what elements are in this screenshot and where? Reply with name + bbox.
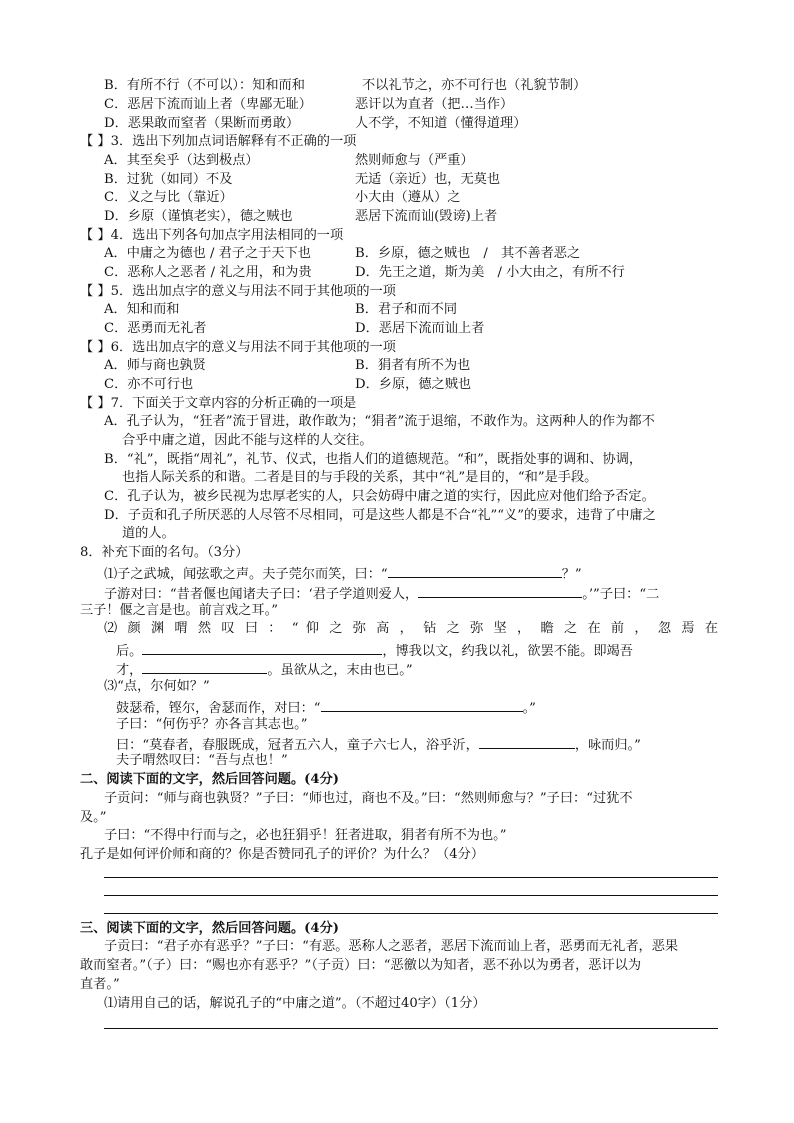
- section-2-text-line1: 子贡问：“师与商也孰贤？”子曰：“师也过，商也不及。”曰：“然则师愈与？”子曰：“过犹不: [104, 791, 633, 806]
- q3-option-c-right: 小大由（遵从）之: [355, 190, 461, 205]
- q8-p3-text: 鼓瑟希，铿尔，舍瑟而作，对曰：“: [116, 701, 321, 716]
- section-2-title: 二、阅读下面的文字，然后回答问题。(4分): [80, 772, 340, 787]
- q4-option-row: [104, 264, 625, 282]
- section-3-text-line1: 子贡曰：“君子亦有恶乎？”子曰：“有恶。恶称人之恶者，恶居下流而讪上者，恶勇而无礼者，恶果: [104, 939, 679, 954]
- q3-option-a-right: 然则师愈与（严重）: [355, 153, 474, 168]
- q7-option-b-line2: 也指人际关系的和谐。二者是目的与手段的关系，其中“礼”是目的，“和”是手段。: [122, 470, 598, 485]
- q8-p3-text: 曰：“莫春者，春服既成，冠者五六人，童子六七人，浴乎沂，: [116, 738, 479, 753]
- q3-option-d-right: 恶居下流而讪(毁谤)上者: [355, 209, 498, 224]
- q7-option-c-line1: C．孔子认为，被乡民视为忠厚老实的人，只会妨碍中庸之道的实行，因此应对他们给予否定。: [104, 489, 655, 504]
- q2-option-b-left: B．有所不行（不可以）：知和而和: [104, 78, 305, 93]
- q2-option-b: [104, 77, 587, 95]
- q3-option-row: [104, 208, 498, 226]
- answer-line[interactable]: [104, 895, 718, 896]
- q8-p3-line1: ⑶“点，尔何如？”: [104, 679, 210, 694]
- q8-p2-text-end: 。虽欲从之，末由也已。”: [267, 663, 413, 678]
- q3-option-a-left: A．其至矣乎（达到极点）: [104, 153, 259, 168]
- q3-option-row: [104, 189, 461, 207]
- q5-option-a: A．知和而和: [104, 302, 180, 317]
- q7-option-b-line1: B．“礼”，既指“周礼”，礼节、仪式，也指人们的道德规范。“和”，既指处事的调和、协调，: [104, 452, 643, 467]
- section-3-text-line2: 敢而窒者。”（子）曰：“赐也亦有恶乎？”（子贡）曰：“恶徼以为知者，恶不孙以为勇者，恶讦以为: [80, 958, 642, 973]
- q4-stem: 【 】4．选出下列各句加点字用法相同的一项: [80, 228, 344, 243]
- q3-stem: 【 】3．选出下列加点词语解释有不正确的一项: [80, 134, 357, 149]
- q5-option-row: [104, 320, 485, 338]
- q8-p2-line3: [116, 659, 413, 680]
- section-3-title: 三、阅读下面的文字，然后回答问题。(4分): [80, 921, 340, 936]
- section-3-question: ⑴请用自己的话，解说孔子的“中庸之道”。（不超过40字）（1分）: [104, 996, 486, 1011]
- q2-option-c-left: C．恶居下流而讪上者（卑鄙无耻）: [104, 97, 312, 112]
- q8-p1-text: ⑴子之武城，闻弦歌之声。夫子莞尔而笑，曰：“: [104, 567, 388, 582]
- q4-option-d: D．先王之道，斯为美 / 小大由之，有所不行: [355, 265, 625, 280]
- q8-p1-text-end: 。’”子曰：“二: [582, 587, 660, 602]
- q8-p1-text: 子游对曰：“昔者偃也闻诸夫子曰：‘君子学道则爱人，: [104, 587, 419, 602]
- q6-option-c: C．亦不可行也: [104, 377, 194, 392]
- q8-p2-line1: ⑵ 颜 渊 喟 然 叹 曰 ： “ 仰 之 弥 高 ， 钻 之 弥 坚 ， 瞻 之 在 前 ， 忽 焉 在: [104, 621, 718, 636]
- q4-option-b: B．乡原，德之贼也 / 其不善者恶之: [355, 246, 581, 261]
- section-3-text-line3: 直者。”: [80, 977, 120, 992]
- q5-option-b: B．君子和而不同: [355, 302, 458, 317]
- q5-stem: 【 】5．选出加点字的意义与用法不同于其他项的一项: [80, 284, 396, 299]
- q2-option-d-right: 人不学，不知道（懂得道理）: [355, 116, 527, 131]
- q8-p3d-answer-blank[interactable]: [479, 734, 575, 749]
- q8-p2-text-end: ，博我以文，约我以礼，欲罢不能。即竭吾: [382, 644, 633, 659]
- q8-p2-answer-blank[interactable]: [142, 640, 382, 655]
- q5-option-d: D．恶居下流而讪上者: [355, 321, 485, 336]
- answer-line[interactable]: [104, 1028, 718, 1029]
- q4-option-a: A．中庸之为德也 / 君子之于天下也: [104, 246, 311, 261]
- q3-option-b-right: 无适（亲近）也，无莫也: [355, 172, 501, 187]
- q8-p1-answer-blank[interactable]: [388, 563, 562, 578]
- q8-p1b-answer-blank[interactable]: [418, 583, 582, 598]
- q4-option-row: [104, 245, 581, 263]
- q6-option-d: D．乡原，德之贼也: [355, 377, 472, 392]
- section-2-question: 孔子是如何评价师和商的？你是否赞同孔子的评价？为什么？（4分）: [80, 847, 485, 862]
- q2-option-d-left: D．恶果敢而窒者（果断而勇敢）: [104, 116, 300, 131]
- answer-line[interactable]: [104, 877, 718, 878]
- q7-option-a-line1: A．孔子认为，“狂者”流于冒进，敢作敢为；“狷者”流于退缩，不敢作为。这两种人的作为都不: [104, 414, 655, 429]
- q8-p3-line5: 夫子喟然叹曰：“吾与点也！”: [116, 753, 288, 768]
- q8-p1-text-end: ？”: [561, 567, 582, 582]
- q8-p3-line3: 子曰：“何伤乎？亦各言其志也。”: [116, 717, 308, 732]
- q2-option-c-right: 恶讦以为直者（把…当作）: [355, 97, 514, 112]
- q7-option-d-line2: 道的人。: [122, 526, 175, 541]
- q6-option-row: [104, 357, 471, 375]
- answer-line[interactable]: [104, 913, 718, 914]
- q8-stem: 8．补充下面的名句。（3分）: [80, 545, 249, 560]
- section-2-text-line2: 及。”: [80, 810, 107, 825]
- q3-option-c-left: C．义之与比（靠近）: [104, 190, 233, 205]
- q8-p3-line2: [116, 697, 536, 718]
- q6-option-b: B．狷者有所不为也: [355, 358, 471, 373]
- q8-p1-line1: [104, 563, 582, 584]
- q8-p2-text: 后。: [116, 644, 143, 659]
- q8-p3-text-end: ，咏而归。”: [574, 738, 641, 753]
- q8-p3-answer-blank[interactable]: [321, 697, 523, 712]
- q6-option-a: A．师与商也孰贤: [104, 358, 206, 373]
- q8-p2c-answer-blank[interactable]: [142, 659, 267, 674]
- q5-option-row: [104, 301, 458, 319]
- q7-option-d-line1: D．子贡和孔子所厌恶的人尽管不尽相同，可是这些人都是不合“礼”“义”的要求，违背了中庸之: [104, 508, 656, 523]
- q2-option-b-right: 不以礼节之，亦不可行也（礼貌节制）: [362, 78, 587, 93]
- q3-option-d-left: D．乡原（谨慎老实），德之贼也: [104, 209, 293, 224]
- q6-option-row: [104, 376, 472, 394]
- q8-p1-line3: 三子！偃之言是也。前言戏之耳。”: [80, 603, 278, 618]
- q8-p1-line2: [104, 583, 659, 604]
- q8-p2-line2: [116, 640, 633, 661]
- q2-option-d: [104, 115, 527, 133]
- q5-option-c: C．恶勇而无礼者: [104, 321, 207, 336]
- q8-p3-text-end: 。”: [522, 701, 536, 716]
- q8-p2-text: 才，: [116, 663, 143, 678]
- q2-option-c: [104, 96, 514, 114]
- q7-option-a-line2: 合乎中庸之道，因此不能与这样的人交往。: [122, 433, 373, 448]
- q6-stem: 【 】6．选出加点字的意义与用法不同于其他项的一项: [80, 340, 396, 355]
- q7-stem: 【 】7．下面关于文章内容的分析正确的一项是: [80, 396, 357, 411]
- q3-option-b-left: B．过犹（如同）不及: [104, 172, 233, 187]
- section-2-text-line3: 子曰：“不得中行而与之，必也狂狷乎！狂者进取，狷者有所不为也。”: [104, 828, 507, 843]
- q4-option-c: C．恶称人之恶者 / 礼之用，和为贵: [104, 265, 312, 280]
- q3-option-row: [104, 152, 474, 170]
- q3-option-row: [104, 171, 501, 189]
